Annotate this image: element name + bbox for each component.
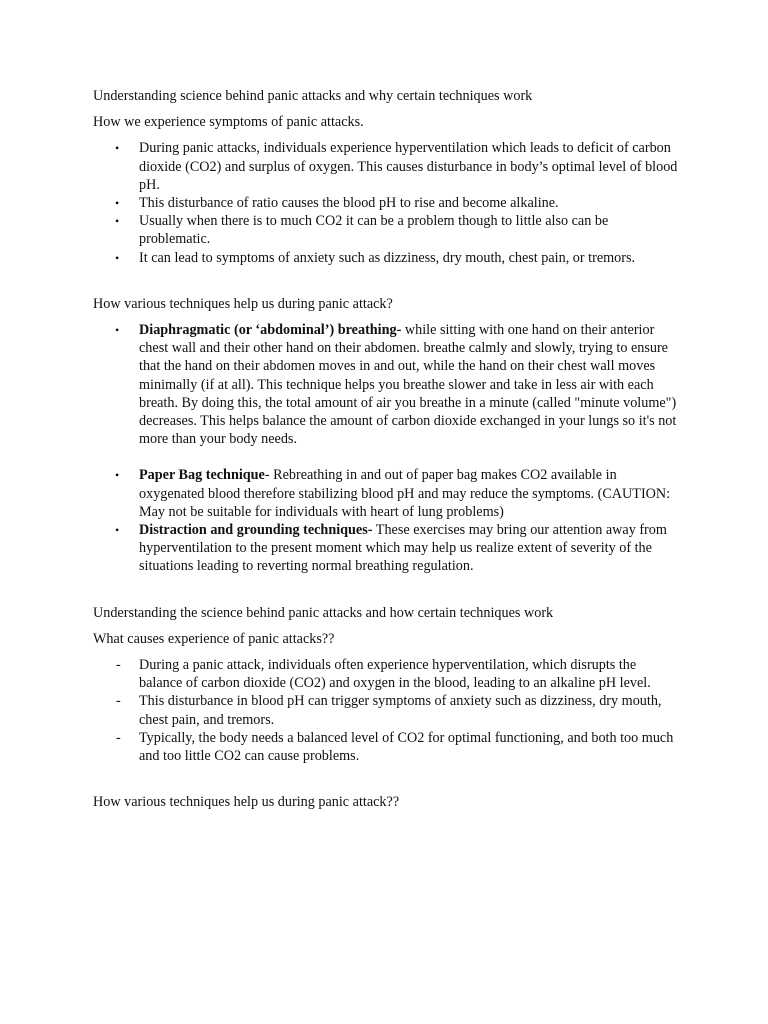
list-item: [93, 729, 683, 765]
list-item-text: It can lead to symptoms of anxiety such as dizziness, dry mouth, chest pain, or tremors.: [139, 249, 636, 266]
spacer: [93, 765, 683, 793]
technique-text: These exercises may bring our attention away from hyperventilation to the present moment which may help us realize extent of severity of the situations leading to reverting normal breathing regulation.: [139, 522, 667, 575]
list-item: [93, 212, 683, 248]
list-item: [93, 249, 683, 267]
technique-name: Paper Bag technique: [139, 467, 265, 484]
list-item-text: Typically, the body needs a balanced level of CO2 for optimal functioning, and both too much and too little CO2 can cause problems.: [139, 729, 674, 765]
section3-title: Understanding the science behind panic attacks and how certain techniques work: [93, 604, 554, 621]
section1-subtitle: How we experience symptoms of panic attacks.: [93, 114, 364, 131]
bullet-marker: •: [115, 141, 120, 156]
list-item-text: During panic attacks, individuals experience hyperventilation which leads to deficit of carbon dioxide (CO2) and surplus of oxygen. This causes disturbance in body’s optimal level of blood pH.: [139, 140, 678, 193]
causes-dash-list: [93, 656, 683, 765]
spacer: [93, 267, 683, 295]
techniques-bullet-list: [93, 321, 683, 448]
dash-marker: -: [116, 729, 121, 746]
bullet-marker: •: [115, 214, 120, 229]
list-item-text: During a panic attack, individuals often experience hyperventilation, which disrupts the balance of carbon dioxide (CO2) and oxygen in the blood, leading to an alkaline pH level.: [139, 657, 651, 692]
bullet-marker: •: [115, 250, 120, 265]
document-page: [93, 87, 683, 820]
section2-title: How various techniques help us during panic attack?: [93, 295, 393, 312]
list-item-text: This disturbance in blood pH can trigger symptoms of anxiety such as dizziness, dry mouth, chest pain, and tremors.: [139, 693, 662, 728]
list-item: [93, 692, 683, 728]
bullet-marker: •: [115, 196, 120, 211]
list-item: [93, 194, 683, 212]
bullet-marker: •: [115, 523, 120, 538]
list-item: [93, 321, 683, 448]
list-item: [93, 466, 683, 521]
spacer: [93, 576, 683, 604]
bullet-marker: •: [115, 323, 120, 338]
section1-title: Understanding science behind panic attacks and why certain techniques work: [93, 88, 533, 104]
list-item-text: This disturbance of ratio causes the blood pH to rise and become alkaline.: [139, 195, 559, 212]
technique-text: - Rebreathing in and out of paper bag makes CO2 available in oxygenated blood therefore stabilizing blood pH and may reduce the symptoms. (CAUTION: May not be suitable for individuals with heart of lung problems): [139, 467, 671, 520]
dash-marker: -: [116, 693, 121, 710]
list-item: [93, 139, 683, 194]
section3-subtitle: What causes experience of panic attacks??: [93, 630, 335, 647]
technique-text: while sitting with one hand on their anterior chest wall and their other hand on their abdomen. breathe calmly and slowly, trying to ensure that the hand on their abdomen moves in and out, while the hand on their chest wall moves minimally (if at all). This technique helps you breathe slower and take in less air with each breath. By doing this, the total amount of air you breathe in a minute (called "minute volume") decreases. This helps balance the amount of carbon dioxide exchanged in your lungs so it's not more than your body needs.: [139, 322, 677, 448]
technique-name: Distraction and grounding techniques-: [139, 522, 373, 539]
technique-name: Diaphragmatic (or ‘abdominal’) breathing-: [139, 322, 402, 339]
list-item: [93, 521, 683, 576]
techniques-bullet-list-continued: [93, 466, 683, 575]
dash-marker: -: [116, 657, 121, 674]
section4-title: How various techniques help us during panic attack??: [93, 794, 400, 811]
symptoms-bullet-list: [93, 139, 683, 266]
list-item: [93, 656, 683, 692]
spacer: [93, 448, 683, 466]
bullet-marker: •: [115, 468, 120, 483]
list-item-text: Usually when there is to much CO2 it can be a problem though to little also can be problematic.: [139, 213, 609, 248]
